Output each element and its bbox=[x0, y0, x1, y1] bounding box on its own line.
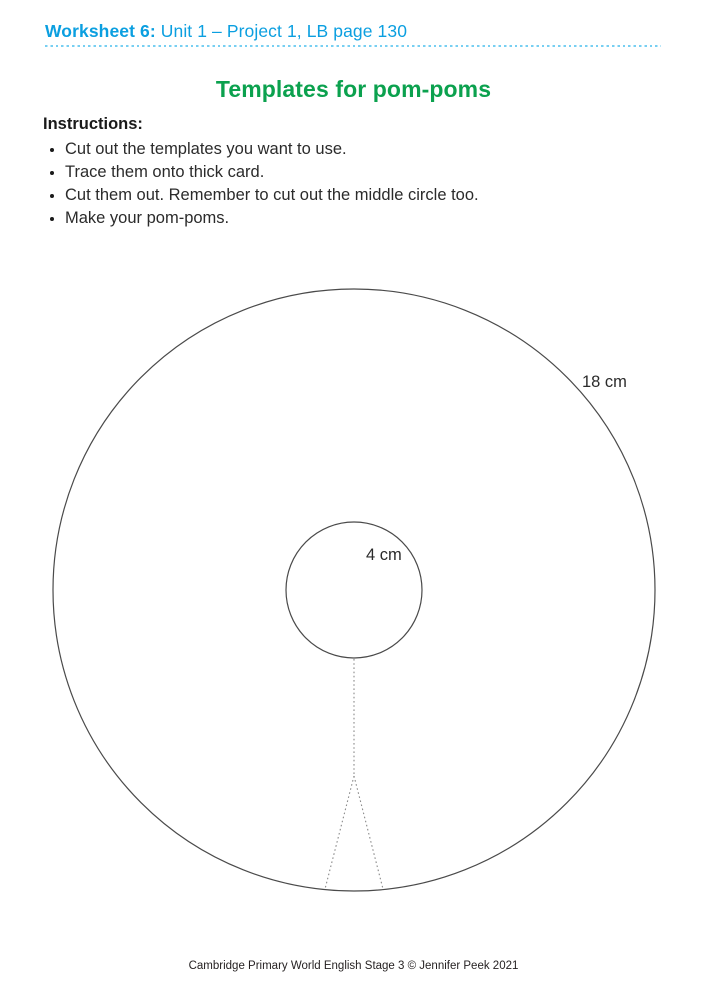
worksheet-header-detail: Unit 1 – Project 1, LB page 130 bbox=[155, 21, 408, 41]
inner-diameter-label: 4 cm bbox=[366, 546, 402, 564]
instructions-heading: Instructions: bbox=[43, 115, 143, 133]
cut-line-right-leg bbox=[354, 776, 383, 889]
instruction-item: • Cut them out. Remember to cut out the middle circle too. bbox=[65, 184, 625, 207]
copyright-footer: Cambridge Primary World English Stage 3 © Jennifer Peek 2021 bbox=[188, 960, 519, 972]
instruction-item: • Cut out the templates you want to use. bbox=[65, 138, 625, 161]
worksheet-number-label: Worksheet 6: bbox=[45, 21, 156, 41]
instruction-item: • Make your pom-poms. bbox=[65, 207, 625, 230]
instruction-item: • Trace them onto thick card. bbox=[65, 161, 625, 184]
outer-circle bbox=[53, 289, 655, 891]
page-title: Templates for pom-poms bbox=[215, 76, 492, 102]
cut-line-left-leg bbox=[325, 776, 354, 889]
inner-circle bbox=[286, 522, 422, 658]
outer-diameter-label: 18 cm bbox=[582, 373, 627, 391]
